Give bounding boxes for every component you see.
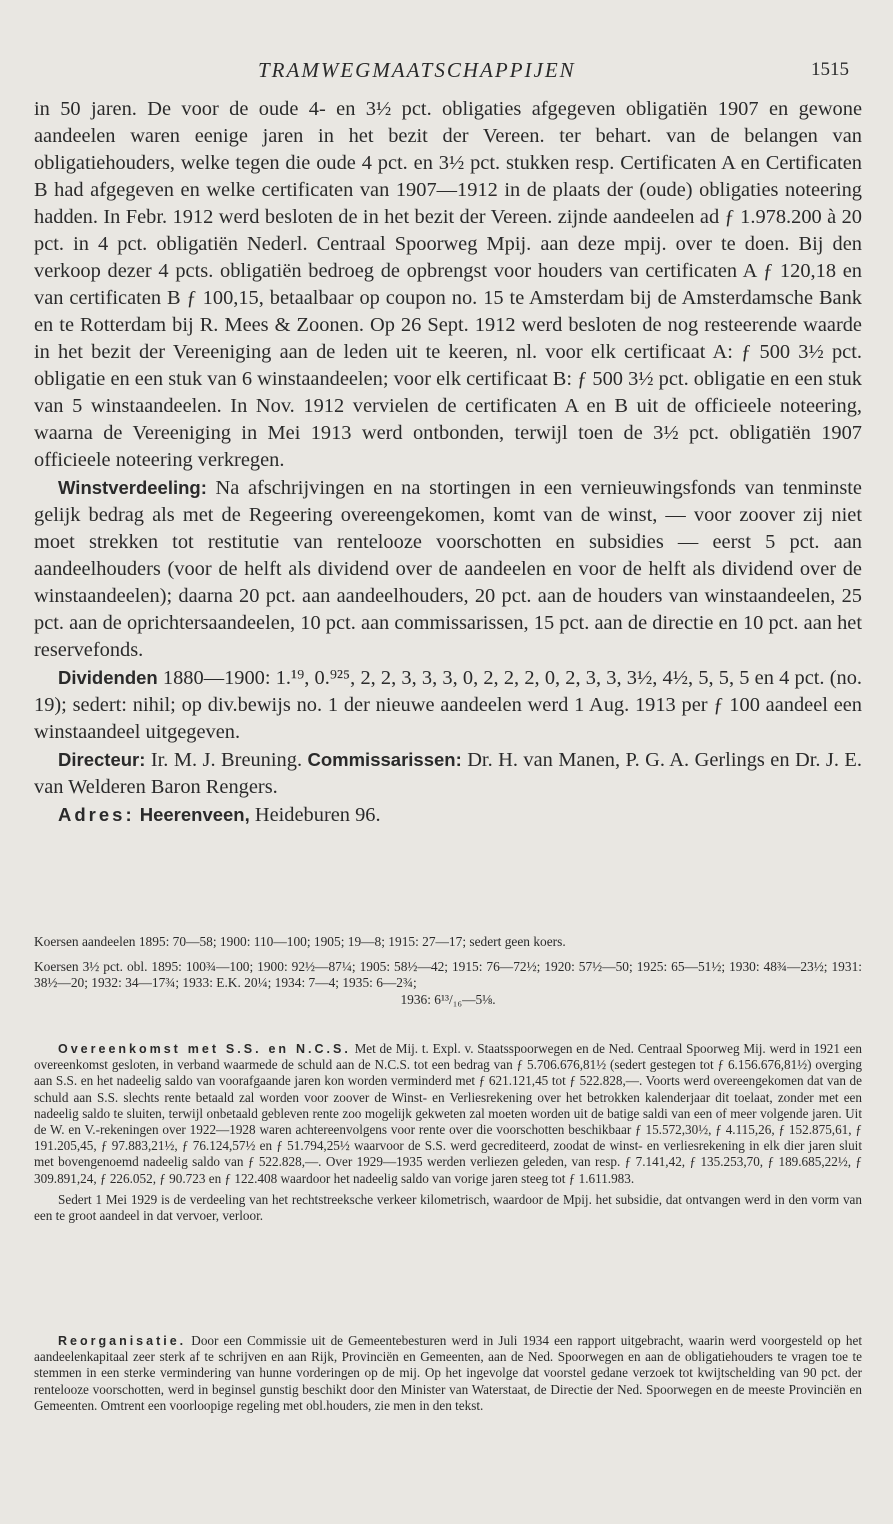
koersen-obligaties: Koersen 3½ pct. obl. 1895: 100¾—100; 1900: 92½—87¼; 1905: 58½—42; 1915: 76—72½; 1920: 57½—50; 1925: 65—51½; 1930: 48¾—23½; 1931: 38½—20; 1932: 34—17¾; 1933: E.K. 20¼; 1934: 7—4; 1935: 6—2¾;: [34, 958, 862, 990]
koersen-block: [34, 934, 862, 1008]
adres-label: Adres:: [58, 804, 135, 825]
adres-street: Heideburen 96.: [249, 804, 381, 826]
dividenden-paragraph: [34, 664, 862, 746]
dividenden-text: 1880—1900: 1.¹⁹, 0.⁹²⁵, 2, 2, 3, 3, 3, 0, 2, 2, 2, 0, 2, 3, 3, 3½, 4½, 5, 5, 5 en 4 pct. (no. 19); sedert: nihil; op div.bewijs no. 1 der nieuwe aandeelen werd 1 Aug. 1913 per ƒ 100 aandeel een winstaandeel uitgegeven.: [34, 667, 862, 743]
winstverdeeling-paragraph: [34, 474, 862, 664]
overeenkomst-paragraph: [34, 1041, 862, 1187]
directie-paragraph: [34, 746, 862, 801]
koersen-aandeelen: Koersen aandeelen 1895: 70—58; 1900: 110—100; 1905; 19—8; 1915: 27—17; sedert geen koers.: [34, 934, 566, 949]
overeenkomst-label: Overeenkomst met S.S. en N.C.S.: [58, 1042, 351, 1056]
adres-paragraph: [34, 801, 862, 829]
overeenkomst-block: [34, 1041, 862, 1224]
intro-paragraph: in 50 jaren. De voor de oude 4- en 3½ pct. obligaties afgegeven obligatiën 1907 en gewone aandeelen waren eenige jaren in het bezit der Vereen. ter behart. van de belangen van obligatiehouders, welke tegen die oude 4 pct. en 3½ pct. stukken resp. Certificaten A en Certificaten B had afgegeven en welke certificaten van 1907—1912 in de plaats der (oude) obligaties noteering hadden. In Febr. 1912 werd besloten de in het bezit der Vereen. zijnde aandeelen ad ƒ 1.978.200 à 20 pct. in 4 pct. obligatiën Nederl. Centraal Spoorweg Mpij. aan deze mpij. over te doen. Bij den verkoop dezer 4 pcts. obligatiën bedroeg de opbrengst voor houders van certificaten A ƒ 120,18 en van certificaten B ƒ 100,15, betaalbaar op coupon no. 15 te Amsterdam bij de Amsterdamsche Bank en te Rotterdam bij R. Mees & Zoonen. Op 26 Sept. 1912 werd besloten de nog resteerende waarde in het bezit der Vereeniging aan de leden uit te keeren, nl. voor elk certificaat A: ƒ 500 3½ pct. obligatie en een stuk van 6 winstaandeelen; voor elk certificaat B: ƒ 500 3½ pct. obligatie en een stuk van 5 winstaandeelen. In Nov. 1912 vervielen de certificaten A en B uit de officieele noteering, waarna de Vereeniging in Mei 1913 werd ontbonden, terwijl toen de 3½ pct. obligatiën 1907 officieele noteering verkregen.: [34, 98, 862, 471]
winstverdeeling-label: Winstverdeeling:: [58, 477, 207, 498]
koersen-obligaties-1936: 1936: 6¹³/₁₆—5⅛.: [400, 991, 496, 1007]
winstverdeeling-text: Na afschrijvingen en na stortingen in een vernieuwingsfonds van tenminste gelijk bedrag als met de Regeering overeengekomen, komt van de winst, — voor zoover zij niet moet strekken tot restitutie van rentelooze voorschotten en subsidies — eerst 5 pct. aan aandeelhouders (voor de helft als dividend over de aandeelen en voor de helft als dividend over de winstaandeelen); daarna 20 pct. aan aandeelhouders, 20 pct. aan de houders van winstaandeelen, 25 pct. aan de oprichtersaandeelen, 10 pct. aan commissarissen, 15 pct. aan de directie en 10 pct. aan het reservefonds.: [34, 477, 862, 661]
page-header: [0, 58, 893, 90]
verdeeling-paragraph: Sedert 1 Mei 1929 is de verdeeling van het rechtstreeksche verkeer kilometrisch, waardoor de Mpij. het subsidie, dat ontvangen werd in den vorm van een te groot aandeel in dat vervoer, verloor.: [34, 1191, 862, 1224]
page-number: 1515: [811, 59, 849, 80]
commissarissen-text: Dr. H. van Manen, P. G. A. Gerlings en Dr. J. E. van Welderen Baron Rengers.: [34, 749, 862, 798]
reorganisatie-block: [34, 1333, 862, 1414]
reorganisatie-paragraph: [34, 1333, 862, 1414]
running-title: TRAMWEGMAATSCHAPPIJEN: [258, 58, 576, 82]
reorganisatie-label: Reorganisatie.: [58, 1334, 187, 1348]
reorganisatie-text: Door een Commissie uit de Gemeentebesturen werd in Juli 1934 een rapport uitgebracht, waarin werd voorgesteld op het aandeelenkapitaal zeer sterk af te schrijven en aan Rijk, Provinciën en Gemeenten, aan de Ned. Spoorwegen en aan de obligatiehouders te vragen toe te stemmen in een sterke vermindering van hunne vorderingen op de mij. Op het ingevolge dat voorstel gedane verzoek tot kwijtschelding van 90 pct. der rentelooze voorschotten, werd in beginsel gunstig beschikt door den Minister van Waterstaat, de Directie der Ned. Spoorwegen en de meeste Provinciën en Gemeenten. Omtrent een voorloopige regeling met obl.houders, zie men in den tekst.: [34, 1333, 862, 1413]
directeur-label: Directeur:: [58, 749, 146, 770]
overeenkomst-text: Met de Mij. t. Expl. v. Staatsspoorwegen en de Ned. Centraal Spoorweg Mij. werd in 1921 een overeenkomst gesloten, in verband waarmede de schuld aan de N.C.S. tot een bedrag van ƒ 5.706.676,81½ (sedert gestegen tot ƒ 6.156.676,81½) overging aan S.S. en het nadeelig saldo van voorafgaande jaren kon worden verminderd met ƒ 621.121,45 tot ƒ 522.828,—. Voorts werd overeengekomen dat van de schuld aan S.S. slechts rente betaald zal worden voor zoover de Winst- en Verliesrekening over het betrokken kalenderjaar dit toelaat, zonder met een nadeelig saldo te sluiten, terwijl onbetaald gebleven rente zoo mogelijk gekweten zal moeten worden uit de batige saldi van een of meer volgende jaren. Uit de W. en V.-rekeningen over 1922—1928 waren achtereenvolgens voor rente over die voorschotten beschikbaar ƒ 15.572,30½, ƒ 4.115,26, ƒ 152.875,61, ƒ 191.205,45, ƒ 97.883,21½, ƒ 76.124,57½ en ƒ 51.794,25½ waarvoor de S.S. werd gecrediteerd, zoodat de winst- en verliesrekening in elk dier jaren sluit met bovengenoemd nadeelig saldo van ƒ 522.828,—. Over 1929—1935 werden verliezen geleden, van resp. ƒ 7.141,42, ƒ 135.253,70, ƒ 189.685,22½, ƒ 309.891,24, ƒ 226.052, ƒ 90.723 en ƒ 122.408 waardoor het nadeelig saldo van vorige jaren steeg tot ƒ 1.611.983.: [34, 1041, 862, 1186]
dividenden-label: Dividenden: [58, 667, 158, 688]
commissarissen-label: Commissarissen:: [307, 749, 462, 770]
main-text: [34, 96, 862, 829]
adres-place: Heerenveen,: [139, 804, 250, 825]
directeur-text: Ir. M. J. Breuning.: [145, 749, 308, 771]
